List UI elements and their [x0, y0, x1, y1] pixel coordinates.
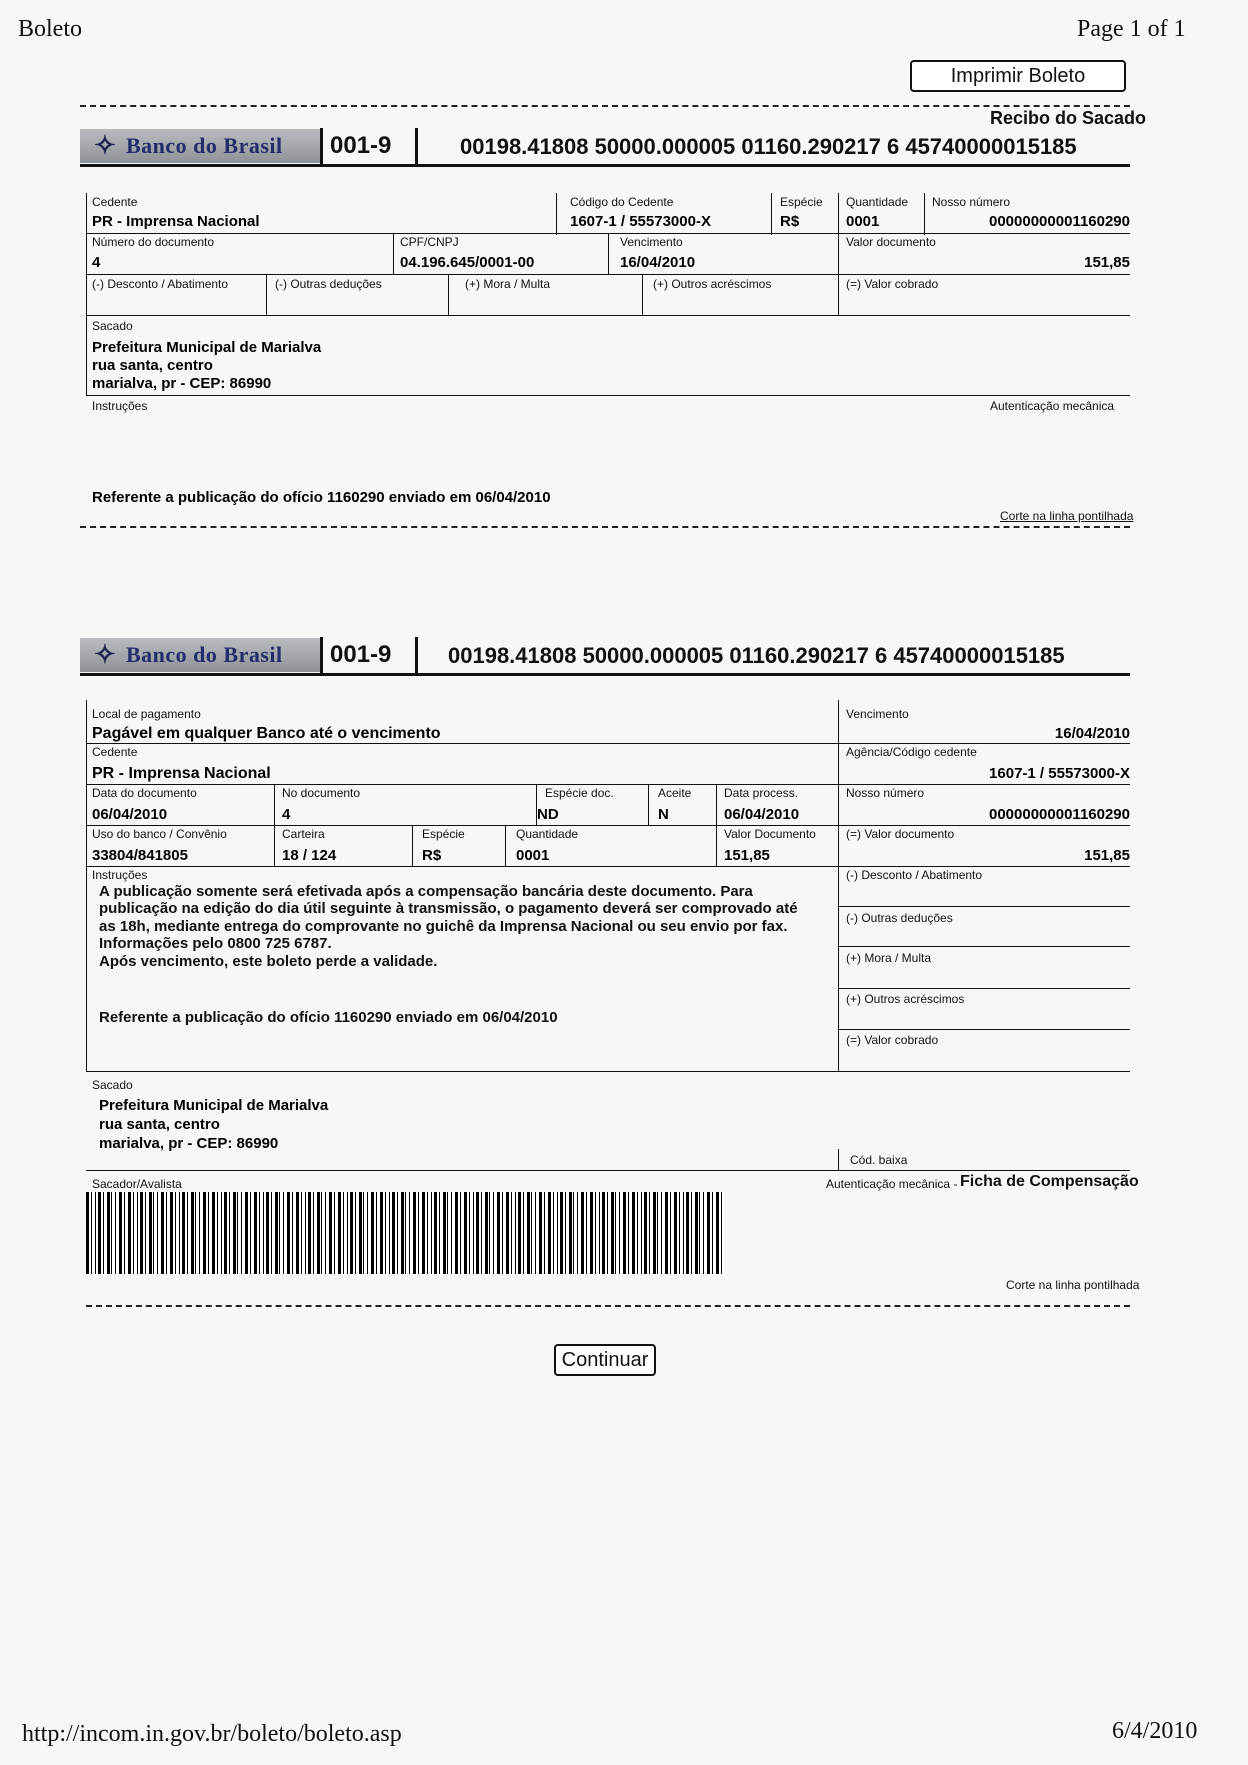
valor-cobrado-label: (=) Valor cobrado	[846, 1033, 939, 1047]
divider	[838, 1029, 1130, 1030]
footer-date: 6/4/2010	[1112, 1718, 1198, 1744]
outras-deducoes-label: (-) Outras deduções	[846, 911, 953, 925]
continue-button[interactable]: Continuar	[554, 1344, 656, 1376]
bank-code: 001-9	[330, 132, 392, 159]
data-documento-value: 06/04/2010	[92, 806, 168, 823]
divider	[415, 128, 418, 164]
autenticacao-label: Autenticação mecânica -	[826, 1177, 958, 1191]
data-process-value: 06/04/2010	[724, 806, 800, 823]
valor-documento-label: (=) Valor documento	[846, 827, 955, 841]
divider	[86, 700, 87, 1072]
cedente-label: Cedente	[92, 195, 138, 209]
uso-banco-value: 33804/841805	[92, 847, 188, 864]
sacado-endereco: rua santa, centro	[92, 357, 213, 374]
referente-text: Referente a publicação do ofício 1160290 enviado em 06/04/2010	[99, 1009, 558, 1026]
divider	[608, 233, 609, 275]
instrucoes-line: Após vencimento, este boleto perde a validade.	[99, 953, 438, 970]
referente-text: Referente a publicação do ofício 1160290 enviado em 06/04/2010	[92, 489, 551, 506]
valor-cobrado-label: (=) Valor cobrado	[846, 277, 939, 291]
quantidade-value: 0001	[846, 213, 880, 230]
divider	[86, 825, 1130, 826]
divider	[86, 315, 1130, 316]
linha-digitavel: 00198.41808 50000.000005 01160.290217 6 45740000015185	[448, 643, 1065, 668]
cedente-value: PR - Imprensa Nacional	[92, 213, 260, 230]
sacado-cidade: marialva, pr - CEP: 86990	[92, 375, 272, 392]
divider	[320, 637, 323, 673]
outras-deducoes-label: (-) Outras deduções	[275, 277, 382, 291]
quantidade-label: Quantidade	[516, 827, 579, 841]
divider	[648, 784, 649, 826]
instrucoes-line: Informações pelo 0800 725 6787.	[99, 935, 332, 952]
especie-label: Espécie	[422, 827, 465, 841]
codigo-cedente-label: Código do Cedente	[570, 195, 674, 209]
footer-url: http://incom.in.gov.br/boleto/boleto.asp	[22, 1721, 402, 1747]
divider	[80, 164, 1130, 167]
cpf-cnpj-value: 04.196.645/0001-00	[400, 254, 535, 271]
mora-label: (+) Mora / Multa	[846, 951, 932, 965]
codigo-cedente-value: 1607-1 / 55573000-X	[570, 213, 711, 230]
sacado-cidade: marialva, pr - CEP: 86990	[99, 1135, 279, 1152]
valor-documento-value: 151,85	[1084, 254, 1130, 271]
sacador-label: Sacador/Avalista	[92, 1177, 182, 1191]
divider	[80, 673, 1130, 676]
divider	[924, 193, 925, 235]
divider	[393, 233, 394, 275]
bank-logo: ✧ Banco do Brasil	[80, 638, 320, 672]
barcode	[86, 1192, 724, 1274]
divider	[86, 784, 1130, 785]
cedente-label: Cedente	[92, 745, 138, 759]
divider	[448, 274, 449, 316]
bank-logo-icon: ✧	[94, 640, 117, 669]
corte-label: Corte na linha pontilhada	[1006, 1278, 1140, 1292]
cut-line-top	[80, 105, 1130, 107]
valor-doc-label: Valor Documento	[724, 827, 816, 841]
uso-banco-label: Uso do banco / Convênio	[92, 827, 227, 841]
especie-doc-value: ND	[537, 806, 559, 823]
vencimento-value: 16/04/2010	[620, 254, 696, 271]
bank-logo-icon: ✧	[94, 131, 117, 160]
valor-documento-value: 151,85	[1084, 847, 1130, 864]
quantidade-value: 0001	[516, 847, 550, 864]
instrucoes-line: A publicação somente será efetivada após a compensação bancária deste documento. Para	[99, 883, 753, 900]
outros-acrescimos-label: (+) Outros acréscimos	[653, 277, 772, 291]
numero-documento-label: Número do documento	[92, 235, 215, 249]
especie-value: R$	[780, 213, 800, 230]
aceite-label: Aceite	[658, 786, 692, 800]
instrucoes-label: Instruções	[92, 399, 148, 413]
divider	[505, 825, 506, 866]
autenticacao-label: Autenticação mecânica	[990, 399, 1115, 413]
valor-documento-label: Valor documento	[846, 235, 936, 249]
agencia-value: 1607-1 / 55573000-X	[989, 765, 1130, 782]
divider	[86, 1071, 1130, 1072]
bank-code: 001-9	[330, 641, 392, 668]
sacado-endereco: rua santa, centro	[99, 1116, 220, 1133]
agencia-label: Agência/Código cedente	[846, 745, 977, 759]
local-pagamento-label: Local de pagamento	[92, 707, 201, 721]
especie-label: Espécie	[780, 195, 823, 209]
cod-baixa-label: Cód. baixa	[850, 1153, 908, 1167]
nosso-numero-value: 00000000001160290	[989, 213, 1130, 230]
no-documento-value: 4	[282, 806, 291, 823]
desconto-label: (-) Desconto / Abatimento	[846, 868, 983, 882]
data-documento-label: Data do documento	[92, 786, 197, 800]
divider	[86, 743, 1130, 744]
vencimento-label: Vencimento	[620, 235, 683, 249]
sacado-nome: Prefeitura Municipal de Marialva	[92, 339, 322, 356]
divider	[838, 193, 839, 315]
instrucoes-label: Instruções	[92, 868, 148, 882]
desconto-label: (-) Desconto / Abatimento	[92, 277, 229, 291]
ficha-title: Ficha de Compensação	[960, 1173, 1139, 1190]
carteira-label: Carteira	[282, 827, 325, 841]
window-title: Boleto	[18, 16, 82, 42]
nosso-numero-label: Nosso número	[846, 786, 925, 800]
divider	[556, 193, 557, 235]
carteira-value: 18 / 124	[282, 847, 337, 864]
sacado-label: Sacado	[92, 1078, 133, 1092]
divider	[412, 825, 413, 866]
especie-doc-label: Espécie doc.	[545, 786, 614, 800]
no-documento-label: No documento	[282, 786, 361, 800]
vencimento-value: 16/04/2010	[1054, 725, 1130, 742]
mora-label: (+) Mora / Multa	[465, 277, 551, 291]
cedente-value: PR - Imprensa Nacional	[92, 765, 271, 782]
cpf-cnpj-label: CPF/CNPJ	[400, 235, 459, 249]
divider	[838, 906, 1130, 907]
cut-line	[80, 526, 1130, 528]
print-button[interactable]: Imprimir Boleto	[910, 60, 1126, 92]
divider	[86, 395, 1130, 396]
valor-doc-value: 151,85	[724, 847, 770, 864]
divider	[415, 637, 418, 673]
cut-line	[86, 1305, 1130, 1307]
page-info: Page 1 of 1	[1077, 16, 1186, 42]
bank-logo: ✧ Banco do Brasil	[80, 129, 320, 163]
instrucoes-line: publicação na edição do dia útil seguinte à transmissão, o pagamento deverá ser comprovado até	[99, 900, 798, 917]
vencimento-label: Vencimento	[846, 707, 909, 721]
divider	[838, 1149, 839, 1171]
outros-acrescimos-label: (+) Outros acréscimos	[846, 992, 965, 1006]
divider	[320, 128, 323, 164]
divider	[771, 193, 772, 235]
sacado-label: Sacado	[92, 319, 133, 333]
divider	[266, 274, 267, 316]
divider	[86, 274, 1130, 275]
sacado-nome: Prefeitura Municipal de Marialva	[99, 1097, 329, 1114]
divider	[86, 866, 1130, 867]
linha-digitavel: 00198.41808 50000.000005 01160.290217 6 45740000015185	[460, 134, 1077, 159]
quantidade-label: Quantidade	[846, 195, 909, 209]
data-process-label: Data process.	[724, 786, 799, 800]
divider	[86, 1170, 1130, 1171]
especie-value: R$	[422, 847, 442, 864]
divider	[838, 700, 839, 1072]
local-pagamento-value: Pagável em qualquer Banco até o vencimento	[92, 725, 441, 742]
divider	[86, 193, 87, 395]
instrucoes-line: as 18h, mediante entrega do comprovante no guichê da Imprensa Nacional ou seu envio por fax.	[99, 918, 788, 935]
aceite-value: N	[658, 806, 669, 823]
corte-label: Corte na linha pontilhada	[1000, 509, 1134, 523]
recibo-title: Recibo do Sacado	[990, 108, 1147, 128]
nosso-numero-label: Nosso número	[932, 195, 1011, 209]
numero-documento-value: 4	[92, 254, 101, 271]
divider	[642, 274, 643, 316]
divider	[838, 988, 1130, 989]
divider	[838, 946, 1130, 947]
nosso-numero-value: 00000000001160290	[989, 806, 1130, 823]
